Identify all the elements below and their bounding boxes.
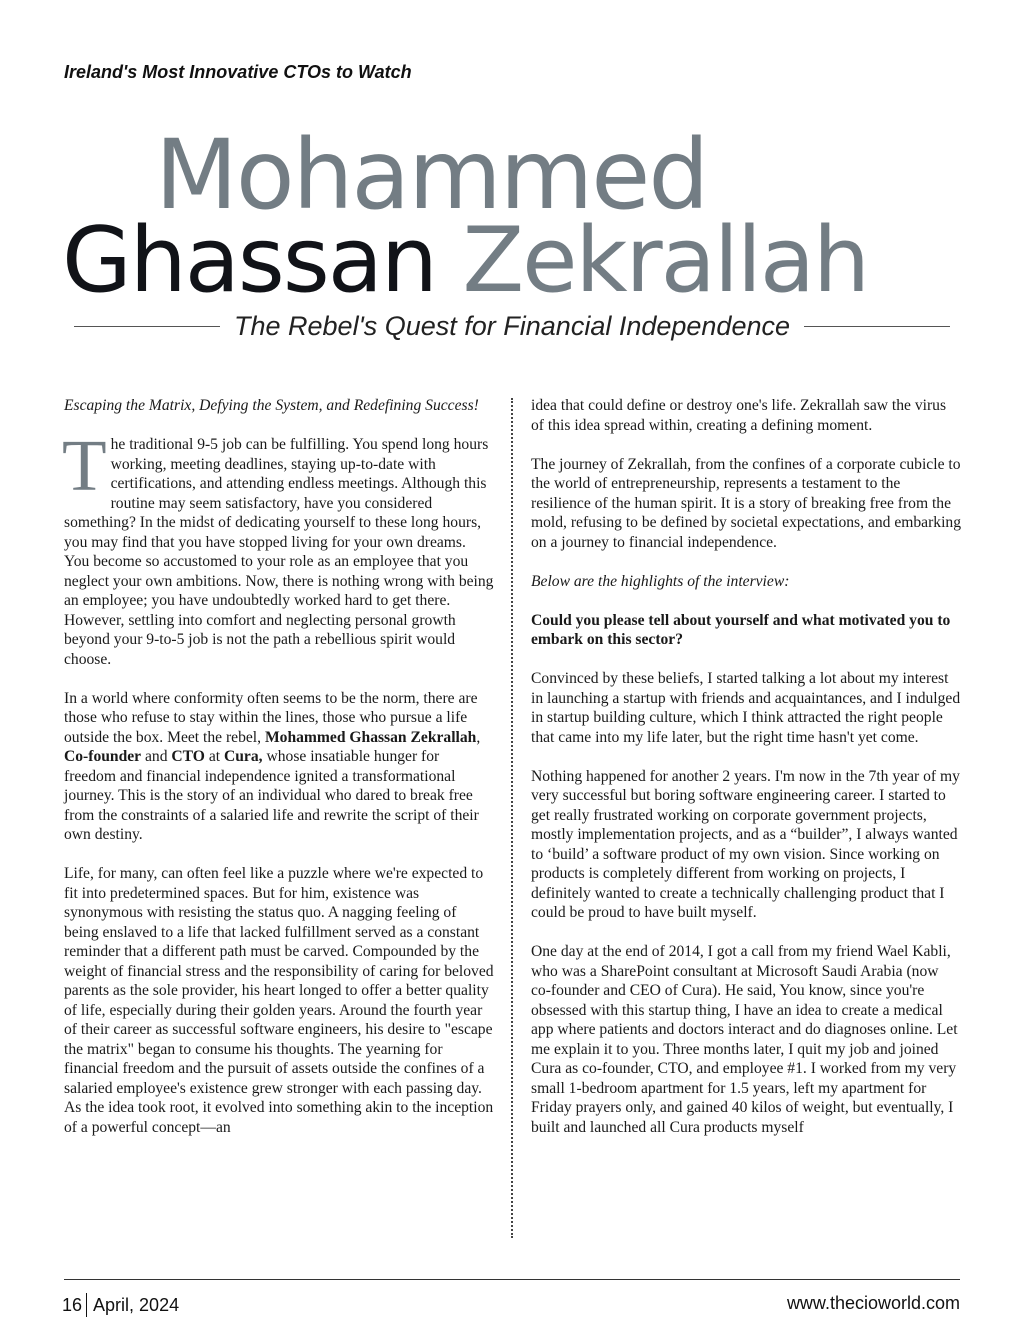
right-column [531,396,961,1157]
footer-rule [64,1279,960,1280]
subtitle-rule-right [804,326,950,327]
page-number: 16 [62,1294,83,1315]
website-url: www.thecioworld.com [786,1293,960,1313]
answer-paragraph-1: Convinced by these beliefs, I started talking a lot about my interest in launching a startup with friends and acquaintances, and I indulged in startup building culture, which I think attracted the right people that came into my life later, but the right time hasn't yet come. [531,670,961,746]
paragraph-3: Life, for many, can often feel like a puzzle where we're expected to fit into predetermined spaces. But for him, existence was synonymous with resisting the status quo. A nagging feeling of being enslaved to a life that lacked fulfillment served as a constant reminder that a different path must be carved. Compounded by the weight of financial stress and the responsibility of caring for beloved parents as the sole provider, his heart longed to offer a better quality of life, especially during their golden years. Around the fourth year of their career as successful software engineers, his desire to "escape the matrix" began to consume his thoughts. The yearning for financial freedom and the pursuit of assets outside the confines of a salaried employee's existence grew stronger with each passing day. As the idea took root, it evolved into something akin to the inception of a powerful concept—an [64,865,494,1136]
headline-name-line1: Mohammed [155,119,708,231]
paragraph-5: The journey of Zekrallah, from the confines of a corporate cubicle to the world of entrepreneurship, represents a testament to the resilience of the human spirit. It is a story of breaking free from the mold, refusing to be defined by societal expectations, and embarking on a journey to financial independence. [531,455,962,551]
article-subtitle: The Rebel's Quest for Financial Independence [234,310,790,341]
subtitle-rule-left [74,326,220,327]
section-kicker: Ireland's Most Innovative CTOs to Watch [64,62,412,82]
column-divider [511,398,513,1238]
drop-cap: T [62,425,107,506]
answer-paragraph-2: Nothing happened for another 2 years. I'm now in the 7th year of my very successful but boring software engineering career. I started to get really frustrated working on corporate government projects, mostly implementation projects, and as a “builder”, I always wanted to ‘build’ a software product of my own vision. Since working on products is completely different from working on projects, I definitely wanted to create a technically challenging product that I could be proud to have built myself. [531,767,960,921]
intro-text: Escaping the Matrix, Defying the System, and Redefining Success! [64,397,479,414]
subtitle-row [74,306,950,346]
headline-last-name: Zekrallah [462,208,869,313]
interview-question: Could you please tell about yourself and what motivated you to embark on this sector? [531,611,951,648]
subject-name: Mohammed Ghassan Zekrallah [264,728,477,746]
paragraph-2: In a world where conformity often seems to be the norm, there are those who refuse to stay within the lines, those who pursue a life outside the box. Meet the rebel, Mohammed Ghassan Zekrallah, Co-founder and CTO at Cura, whose insatiable hunger for freedom and financial independence ignited a transformational journey. This is the story of an individual who dared to break free from the constraints of a salaried life and rewrite the script of their own destiny. [64,689,481,843]
paragraph-1: The traditional 9-5 job can be fulfilling. You spend long hours working, meeting deadlines, staying up-to-date with certifications, and attending endless meetings. Although this routine may seem satisfactory, have you considered something? In the midst of dedicating yourself to these long hours, you may find that you have stopped living for your own dreams. You become so accustomed to your role as an employee that you neglect your own ambitions. Now, there is nothing wrong with being an employee; you have undoubtedly worked hard to get there. However, settling into comfort and neglecting personal growth beyond your 9-to-5 job is not the path a rebellious spirit would choose. [62,425,494,668]
headline-name-line2 [62,206,868,316]
page-separator [86,1293,87,1317]
issue-date: April, 2024 [93,1294,180,1315]
highlights-label: Below are the highlights of the interview: [531,572,790,590]
headline-middle-name: Ghassan [62,208,436,313]
answer-paragraph-3: One day at the end of 2014, I got a call from my friend Wael Kabli, who was a SharePoint consultant at Microsoft Saudi Arabia (now co-founder and CEO of Cura). He said, You know, since you're obsessed with this startup thing, I have an idea to create a medical app where patients and doctors interact and do diagnoses online. Let me explain it to you. Three months later, I quit my job and joined Cura as co-founder, CTO, and employee #1. I worked from my very small 1-bedroom apartment for 1.5 years, left my apartment for Friday prayers only, and gained 40 kilos of weight, but eventually, I built and launched all Cura products myself [531,943,958,1136]
company-name: Cura, [224,748,263,765]
footer-page-info [62,1293,179,1317]
left-column [64,396,494,1157]
paragraph-4: idea that could define or destroy one's life. Zekrallah saw the virus of this idea spread within, creating a defining moment. [531,397,947,434]
